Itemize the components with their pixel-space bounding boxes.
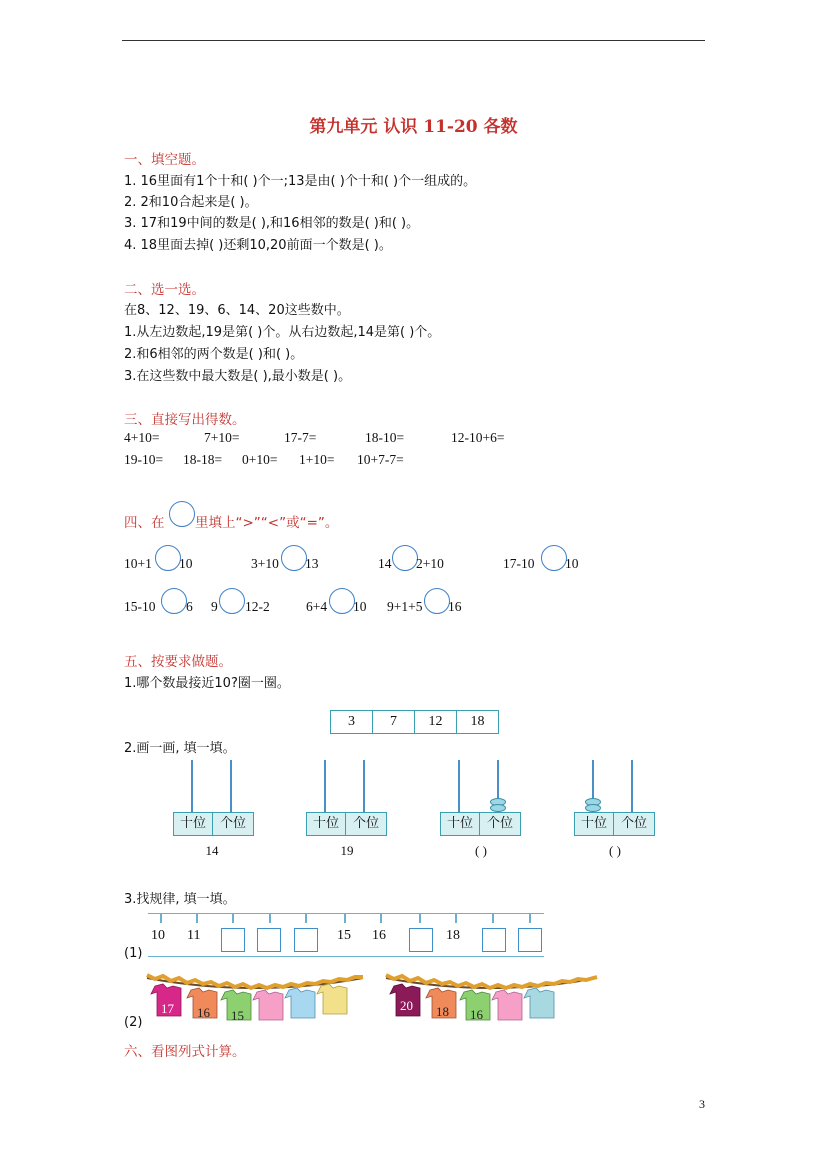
ones-label: 个位: [212, 812, 254, 836]
compare-blank-circle[interactable]: [219, 588, 245, 614]
compare-left: 3+10: [251, 556, 279, 571]
ones-label: 个位: [345, 812, 387, 836]
calc-item: 1+10=: [299, 452, 335, 467]
number-line-bottom: [148, 956, 544, 957]
compare-right: 10: [353, 599, 367, 614]
calc-item: 7+10=: [204, 430, 240, 445]
compare-left: 14: [378, 556, 392, 571]
line-number: 18: [446, 928, 460, 943]
tick-mark: [455, 914, 457, 923]
tick-mark: [529, 914, 531, 923]
abacus-14: [173, 760, 255, 870]
line-number: 11: [187, 928, 201, 943]
abacus-value: 14: [205, 843, 219, 858]
abacus-value[interactable]: ( ): [475, 843, 487, 858]
compare-blank-circle[interactable]: [392, 545, 418, 571]
bead-icon: [585, 804, 601, 812]
tick-mark: [232, 914, 234, 923]
answer-box[interactable]: [409, 928, 433, 952]
compare-right: 10: [179, 556, 193, 571]
section-2-heading: 二、选一选。: [124, 282, 205, 298]
number-line-top: [148, 913, 544, 914]
tens-rod: [191, 760, 193, 812]
tick-mark: [305, 914, 307, 923]
answer-box[interactable]: [482, 928, 506, 952]
bead-icon: [490, 804, 506, 812]
page-number: 3: [699, 1097, 705, 1111]
shirt-number: 15: [231, 1008, 244, 1023]
compare-right: 10: [565, 556, 579, 571]
s1-item-4: 4. 18里面去掉( )还剩10,20前面一个数是( )。: [124, 238, 392, 253]
shirt-number: 20: [400, 998, 413, 1013]
clothesline-right: [384, 972, 599, 1032]
s2-item-3: 3.在这些数中最大数是( ),最小数是( )。: [124, 369, 352, 384]
s2-item-2: 2.和6相邻的两个数是( )和( )。: [124, 347, 304, 362]
compare-right: 13: [305, 556, 319, 571]
ones-rod: [363, 760, 365, 812]
section-3-heading: 三、直接写出得数。: [124, 412, 246, 428]
s2-item-1: 1.从左边数起,19是第( )个。从右边数起,14是第( )个。: [124, 325, 441, 340]
s1-item-1: 1. 16里面有1个十和( )个一;13是由( )个十和( )个一组成的。: [124, 174, 477, 189]
s5-q1: 1.哪个数最接近10?圈一圈。: [124, 676, 290, 691]
tens-label: 十位: [306, 812, 346, 836]
calc-item: 18-18=: [183, 452, 223, 467]
compare-right: 2+10: [416, 556, 444, 571]
compare-blank-circle[interactable]: [541, 545, 567, 571]
section-1-heading: 一、填空题。: [124, 152, 205, 168]
tick-mark: [344, 914, 346, 923]
answer-box[interactable]: [221, 928, 245, 952]
tens-rod: [324, 760, 326, 812]
compare-left: 15-10: [124, 599, 156, 614]
compare-right: 6: [186, 599, 193, 614]
compare-right: 12-2: [245, 599, 270, 614]
abacus-19: [306, 760, 388, 870]
compare-blank-circle[interactable]: [424, 588, 450, 614]
clothesline-left: [145, 972, 365, 1032]
calc-item: 19-10=: [124, 452, 164, 467]
shirt-number: 16: [197, 1005, 210, 1020]
tick-mark: [269, 914, 271, 923]
abacus-blank-2: [574, 760, 656, 870]
compare-left: 9+1+5: [387, 599, 423, 614]
tick-mark: [160, 914, 162, 923]
abacus-blank-1: [440, 760, 522, 870]
section-5-heading: 五、按要求做题。: [124, 654, 232, 670]
s5-q2: 2.画一画, 填一填。: [124, 741, 236, 756]
abacus-value[interactable]: ( ): [609, 843, 621, 858]
shirt-number: 18: [436, 1004, 449, 1019]
line-number: 16: [372, 928, 386, 943]
number-choice[interactable]: 7: [373, 711, 415, 733]
number-choice[interactable]: 18: [470, 714, 485, 729]
tens-label: 十位: [440, 812, 480, 836]
abacus-value: 19: [340, 843, 354, 858]
compare-left: 10+1: [124, 556, 152, 571]
compare-blank-circle[interactable]: [155, 545, 181, 571]
calc-item: 12-10+6=: [451, 430, 505, 445]
tick-mark: [380, 914, 382, 923]
compare-right: 16: [448, 599, 462, 614]
number-choice[interactable]: 12: [415, 711, 457, 733]
compare-left: 9: [211, 599, 218, 614]
tens-rod: [458, 760, 460, 812]
calc-item: 18-10=: [365, 430, 405, 445]
s1-item-3: 3. 17和19中间的数是( ),和16相邻的数是( )和( )。: [124, 216, 420, 231]
answer-box[interactable]: [294, 928, 318, 952]
calc-item: 0+10=: [242, 452, 278, 467]
answer-box[interactable]: [518, 928, 542, 952]
number-choice[interactable]: 3: [331, 711, 373, 733]
header-rule: [122, 40, 705, 41]
tens-label: 十位: [574, 812, 614, 836]
s1-item-2: 2. 2和10合起来是( )。: [124, 195, 258, 210]
q3-part2-label: (2): [124, 1015, 143, 1030]
compare-left: 17-10: [503, 556, 535, 571]
number-choice-box: [330, 710, 499, 734]
section-4-heading-prefix: 四、在: [124, 515, 165, 531]
calc-item: 10+7-7=: [357, 452, 404, 467]
s5-q3: 3.找规律, 填一填。: [124, 892, 236, 907]
ones-label: 个位: [613, 812, 655, 836]
tens-label: 十位: [173, 812, 213, 836]
tick-mark: [492, 914, 494, 923]
ones-label: 个位: [479, 812, 521, 836]
compare-circle-icon: [169, 501, 195, 527]
compare-blank-circle[interactable]: [161, 588, 187, 614]
tick-mark: [196, 914, 198, 923]
calc-item: 17-7=: [284, 430, 317, 445]
line-number: 10: [151, 928, 165, 943]
tick-mark: [419, 914, 421, 923]
s2-intro: 在8、12、19、6、14、20这些数中。: [124, 303, 350, 318]
q3-part1-label: (1): [124, 946, 143, 961]
compare-left: 6+4: [306, 599, 328, 614]
ones-rod: [230, 760, 232, 812]
line-number: 15: [337, 928, 351, 943]
compare-blank-circle[interactable]: [329, 588, 355, 614]
shirt-number: 17: [161, 1001, 174, 1016]
calc-item: 4+10=: [124, 430, 160, 445]
section-6-heading: 六、看图列式计算。: [124, 1044, 246, 1060]
page-title: 第九单元 认识 11-20 各数: [309, 117, 518, 137]
ones-rod: [631, 760, 633, 812]
answer-box[interactable]: [257, 928, 281, 952]
compare-blank-circle[interactable]: [281, 545, 307, 571]
shirt-number: 16: [470, 1007, 483, 1022]
section-4-heading-suffix: 里填上“>”“<”或“=”。: [195, 515, 339, 531]
